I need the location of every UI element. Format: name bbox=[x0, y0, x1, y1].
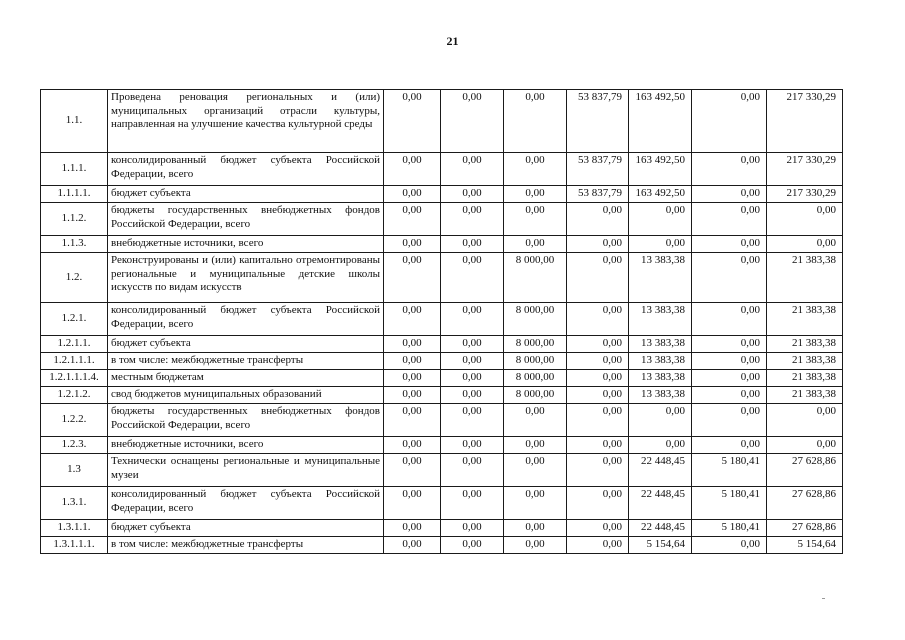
value-cell-col-6: 0,00 bbox=[692, 203, 767, 236]
value-cell-col-4: 0,00 bbox=[567, 303, 629, 336]
row-number: 1.1.3. bbox=[41, 236, 108, 253]
value-cell-col-4: 0,00 bbox=[567, 236, 629, 253]
row-number: 1.3 bbox=[41, 454, 108, 487]
value-cell-col-3: 0,00 bbox=[504, 90, 567, 153]
value-cell-col-4: 0,00 bbox=[567, 404, 629, 437]
value-cell-col-2: 0,00 bbox=[441, 404, 504, 437]
value-cell-col-1: 0,00 bbox=[384, 153, 441, 186]
value-cell-col-3: 8 000,00 bbox=[504, 336, 567, 353]
value-cell-col-1: 0,00 bbox=[384, 520, 441, 537]
value-cell-col-3: 8 000,00 bbox=[504, 387, 567, 404]
value-cell-col-1: 0,00 bbox=[384, 454, 441, 487]
value-cell-col-6: 5 180,41 bbox=[692, 520, 767, 537]
value-cell-col-5: 22 448,45 bbox=[629, 520, 692, 537]
value-cell-col-3: 0,00 bbox=[504, 236, 567, 253]
table-row bbox=[41, 253, 843, 303]
value-cell-col-7: 5 154,64 bbox=[767, 537, 843, 554]
value-cell-col-1: 0,00 bbox=[384, 353, 441, 370]
value-cell-col-7: 21 383,38 bbox=[767, 353, 843, 370]
row-description: бюджет субъекта bbox=[108, 520, 384, 537]
row-number: 1.1.1. bbox=[41, 153, 108, 186]
row-number: 1.1.1.1. bbox=[41, 186, 108, 203]
row-description: в том числе: межбюджетные трансферты bbox=[108, 353, 384, 370]
value-cell-col-5: 13 383,38 bbox=[629, 387, 692, 404]
value-cell-col-1: 0,00 bbox=[384, 487, 441, 520]
value-cell-col-7: 21 383,38 bbox=[767, 303, 843, 336]
row-number: 1.2.1.1.1. bbox=[41, 353, 108, 370]
table-row bbox=[41, 387, 843, 404]
value-cell-col-7: 27 628,86 bbox=[767, 454, 843, 487]
value-cell-col-3: 8 000,00 bbox=[504, 353, 567, 370]
value-cell-col-5: 0,00 bbox=[629, 203, 692, 236]
value-cell-col-3: 8 000,00 bbox=[504, 370, 567, 387]
row-description: консолидированный бюджет субъекта Российской Федерации, всего bbox=[108, 153, 384, 186]
value-cell-col-1: 0,00 bbox=[384, 303, 441, 336]
value-cell-col-2: 0,00 bbox=[441, 153, 504, 186]
value-cell-col-2: 0,00 bbox=[441, 90, 504, 153]
value-cell-col-1: 0,00 bbox=[384, 437, 441, 454]
value-cell-col-2: 0,00 bbox=[441, 437, 504, 454]
row-description: бюджеты государственных внебюджетных фондов Российской Федерации, всего bbox=[108, 404, 384, 437]
value-cell-col-3: 0,00 bbox=[504, 153, 567, 186]
value-cell-col-1: 0,00 bbox=[384, 186, 441, 203]
value-cell-col-3: 8 000,00 bbox=[504, 303, 567, 336]
table-row bbox=[41, 236, 843, 253]
value-cell-col-3: 0,00 bbox=[504, 186, 567, 203]
value-cell-col-3: 0,00 bbox=[504, 437, 567, 454]
value-cell-col-4: 0,00 bbox=[567, 437, 629, 454]
value-cell-col-2: 0,00 bbox=[441, 387, 504, 404]
value-cell-col-3: 0,00 bbox=[504, 537, 567, 554]
value-cell-col-7: 0,00 bbox=[767, 437, 843, 454]
row-description: Реконструированы и (или) капитально отремонтированы региональные и муниципальные детские школы искусств по видам искусств bbox=[108, 253, 384, 303]
value-cell-col-3: 0,00 bbox=[504, 454, 567, 487]
table-row bbox=[41, 203, 843, 236]
value-cell-col-7: 0,00 bbox=[767, 404, 843, 437]
value-cell-col-4: 0,00 bbox=[567, 454, 629, 487]
value-cell-col-7: 21 383,38 bbox=[767, 387, 843, 404]
row-description: консолидированный бюджет субъекта Российской Федерации, всего bbox=[108, 487, 384, 520]
table-row bbox=[41, 454, 843, 487]
value-cell-col-7: 217 330,29 bbox=[767, 186, 843, 203]
value-cell-col-3: 0,00 bbox=[504, 520, 567, 537]
value-cell-col-5: 13 383,38 bbox=[629, 370, 692, 387]
table-row bbox=[41, 336, 843, 353]
row-description: бюджет субъекта bbox=[108, 336, 384, 353]
value-cell-col-2: 0,00 bbox=[441, 520, 504, 537]
value-cell-col-5: 13 383,38 bbox=[629, 336, 692, 353]
value-cell-col-7: 21 383,38 bbox=[767, 336, 843, 353]
value-cell-col-2: 0,00 bbox=[441, 454, 504, 487]
row-description: в том числе: межбюджетные трансферты bbox=[108, 537, 384, 554]
value-cell-col-4: 0,00 bbox=[567, 203, 629, 236]
row-description: внебюджетные источники, всего bbox=[108, 236, 384, 253]
value-cell-col-5: 13 383,38 bbox=[629, 253, 692, 303]
value-cell-col-5: 0,00 bbox=[629, 236, 692, 253]
value-cell-col-6: 0,00 bbox=[692, 236, 767, 253]
value-cell-col-5: 0,00 bbox=[629, 404, 692, 437]
row-description: консолидированный бюджет субъекта Российской Федерации, всего bbox=[108, 303, 384, 336]
value-cell-col-2: 0,00 bbox=[441, 236, 504, 253]
value-cell-col-4: 53 837,79 bbox=[567, 90, 629, 153]
scan-speck bbox=[822, 598, 825, 599]
value-cell-col-4: 0,00 bbox=[567, 387, 629, 404]
row-number: 1.1. bbox=[41, 90, 108, 153]
row-number: 1.2.3. bbox=[41, 437, 108, 454]
table-row bbox=[41, 353, 843, 370]
row-number: 1.3.1. bbox=[41, 487, 108, 520]
value-cell-col-1: 0,00 bbox=[384, 387, 441, 404]
row-number: 1.2.2. bbox=[41, 404, 108, 437]
value-cell-col-5: 13 383,38 bbox=[629, 353, 692, 370]
value-cell-col-4: 0,00 bbox=[567, 253, 629, 303]
value-cell-col-2: 0,00 bbox=[441, 186, 504, 203]
value-cell-col-7: 217 330,29 bbox=[767, 153, 843, 186]
value-cell-col-1: 0,00 bbox=[384, 236, 441, 253]
value-cell-col-6: 0,00 bbox=[692, 387, 767, 404]
value-cell-col-1: 0,00 bbox=[384, 90, 441, 153]
value-cell-col-7: 27 628,86 bbox=[767, 520, 843, 537]
value-cell-col-3: 8 000,00 bbox=[504, 253, 567, 303]
table-row bbox=[41, 404, 843, 437]
value-cell-col-2: 0,00 bbox=[441, 336, 504, 353]
value-cell-col-6: 0,00 bbox=[692, 404, 767, 437]
row-number: 1.2. bbox=[41, 253, 108, 303]
value-cell-col-5: 22 448,45 bbox=[629, 454, 692, 487]
value-cell-col-5: 22 448,45 bbox=[629, 487, 692, 520]
value-cell-col-5: 163 492,50 bbox=[629, 186, 692, 203]
value-cell-col-5: 163 492,50 bbox=[629, 153, 692, 186]
value-cell-col-6: 0,00 bbox=[692, 303, 767, 336]
value-cell-col-7: 27 628,86 bbox=[767, 487, 843, 520]
value-cell-col-7: 21 383,38 bbox=[767, 370, 843, 387]
page-number: 21 bbox=[446, 34, 459, 48]
value-cell-col-1: 0,00 bbox=[384, 203, 441, 236]
table-row bbox=[41, 90, 843, 153]
value-cell-col-4: 0,00 bbox=[567, 537, 629, 554]
table-row bbox=[41, 303, 843, 336]
row-description: свод бюджетов муниципальных образований bbox=[108, 387, 384, 404]
value-cell-col-6: 0,00 bbox=[692, 370, 767, 387]
value-cell-col-1: 0,00 bbox=[384, 336, 441, 353]
value-cell-col-4: 53 837,79 bbox=[567, 186, 629, 203]
row-number: 1.3.1.1.1. bbox=[41, 537, 108, 554]
value-cell-col-6: 0,00 bbox=[692, 90, 767, 153]
value-cell-col-6: 0,00 bbox=[692, 537, 767, 554]
value-cell-col-7: 217 330,29 bbox=[767, 90, 843, 153]
value-cell-col-4: 53 837,79 bbox=[567, 153, 629, 186]
value-cell-col-6: 5 180,41 bbox=[692, 487, 767, 520]
value-cell-col-6: 0,00 bbox=[692, 437, 767, 454]
value-cell-col-5: 13 383,38 bbox=[629, 303, 692, 336]
table-row bbox=[41, 520, 843, 537]
table-row bbox=[41, 370, 843, 387]
value-cell-col-3: 0,00 bbox=[504, 203, 567, 236]
value-cell-col-1: 0,00 bbox=[384, 253, 441, 303]
value-cell-col-7: 0,00 bbox=[767, 236, 843, 253]
row-number: 1.2.1.2. bbox=[41, 387, 108, 404]
value-cell-col-6: 0,00 bbox=[692, 253, 767, 303]
value-cell-col-2: 0,00 bbox=[441, 303, 504, 336]
value-cell-col-2: 0,00 bbox=[441, 487, 504, 520]
value-cell-col-4: 0,00 bbox=[567, 370, 629, 387]
row-description: внебюджетные источники, всего bbox=[108, 437, 384, 454]
value-cell-col-2: 0,00 bbox=[441, 203, 504, 236]
value-cell-col-3: 0,00 bbox=[504, 487, 567, 520]
table-row bbox=[41, 153, 843, 186]
value-cell-col-6: 0,00 bbox=[692, 353, 767, 370]
value-cell-col-5: 5 154,64 bbox=[629, 537, 692, 554]
value-cell-col-2: 0,00 bbox=[441, 253, 504, 303]
value-cell-col-7: 0,00 bbox=[767, 203, 843, 236]
value-cell-col-4: 0,00 bbox=[567, 487, 629, 520]
value-cell-col-7: 21 383,38 bbox=[767, 253, 843, 303]
row-description: Проведена реновация региональных и (или) муниципальных организаций отрасли культуры, направленная на улучшение качества культурной среды bbox=[108, 90, 384, 153]
value-cell-col-2: 0,00 bbox=[441, 353, 504, 370]
value-cell-col-5: 163 492,50 bbox=[629, 90, 692, 153]
value-cell-col-6: 0,00 bbox=[692, 186, 767, 203]
row-description: бюджеты государственных внебюджетных фондов Российской Федерации, всего bbox=[108, 203, 384, 236]
row-number: 1.1.2. bbox=[41, 203, 108, 236]
value-cell-col-4: 0,00 bbox=[567, 336, 629, 353]
row-number: 1.2.1.1.1.4. bbox=[41, 370, 108, 387]
value-cell-col-6: 5 180,41 bbox=[692, 454, 767, 487]
table-row bbox=[41, 437, 843, 454]
row-number: 1.2.1. bbox=[41, 303, 108, 336]
budget-table bbox=[40, 89, 843, 554]
value-cell-col-4: 0,00 bbox=[567, 520, 629, 537]
value-cell-col-3: 0,00 bbox=[504, 404, 567, 437]
table-row bbox=[41, 537, 843, 554]
row-description: Технически оснащены региональные и муниципальные музеи bbox=[108, 454, 384, 487]
value-cell-col-6: 0,00 bbox=[692, 153, 767, 186]
value-cell-col-6: 0,00 bbox=[692, 336, 767, 353]
value-cell-col-4: 0,00 bbox=[567, 353, 629, 370]
table-row bbox=[41, 487, 843, 520]
row-number: 1.2.1.1. bbox=[41, 336, 108, 353]
row-description: бюджет субъекта bbox=[108, 186, 384, 203]
value-cell-col-5: 0,00 bbox=[629, 437, 692, 454]
value-cell-col-1: 0,00 bbox=[384, 537, 441, 554]
row-number: 1.3.1.1. bbox=[41, 520, 108, 537]
table-row bbox=[41, 186, 843, 203]
value-cell-col-2: 0,00 bbox=[441, 537, 504, 554]
value-cell-col-1: 0,00 bbox=[384, 404, 441, 437]
row-description: местным бюджетам bbox=[108, 370, 384, 387]
value-cell-col-2: 0,00 bbox=[441, 370, 504, 387]
value-cell-col-1: 0,00 bbox=[384, 370, 441, 387]
